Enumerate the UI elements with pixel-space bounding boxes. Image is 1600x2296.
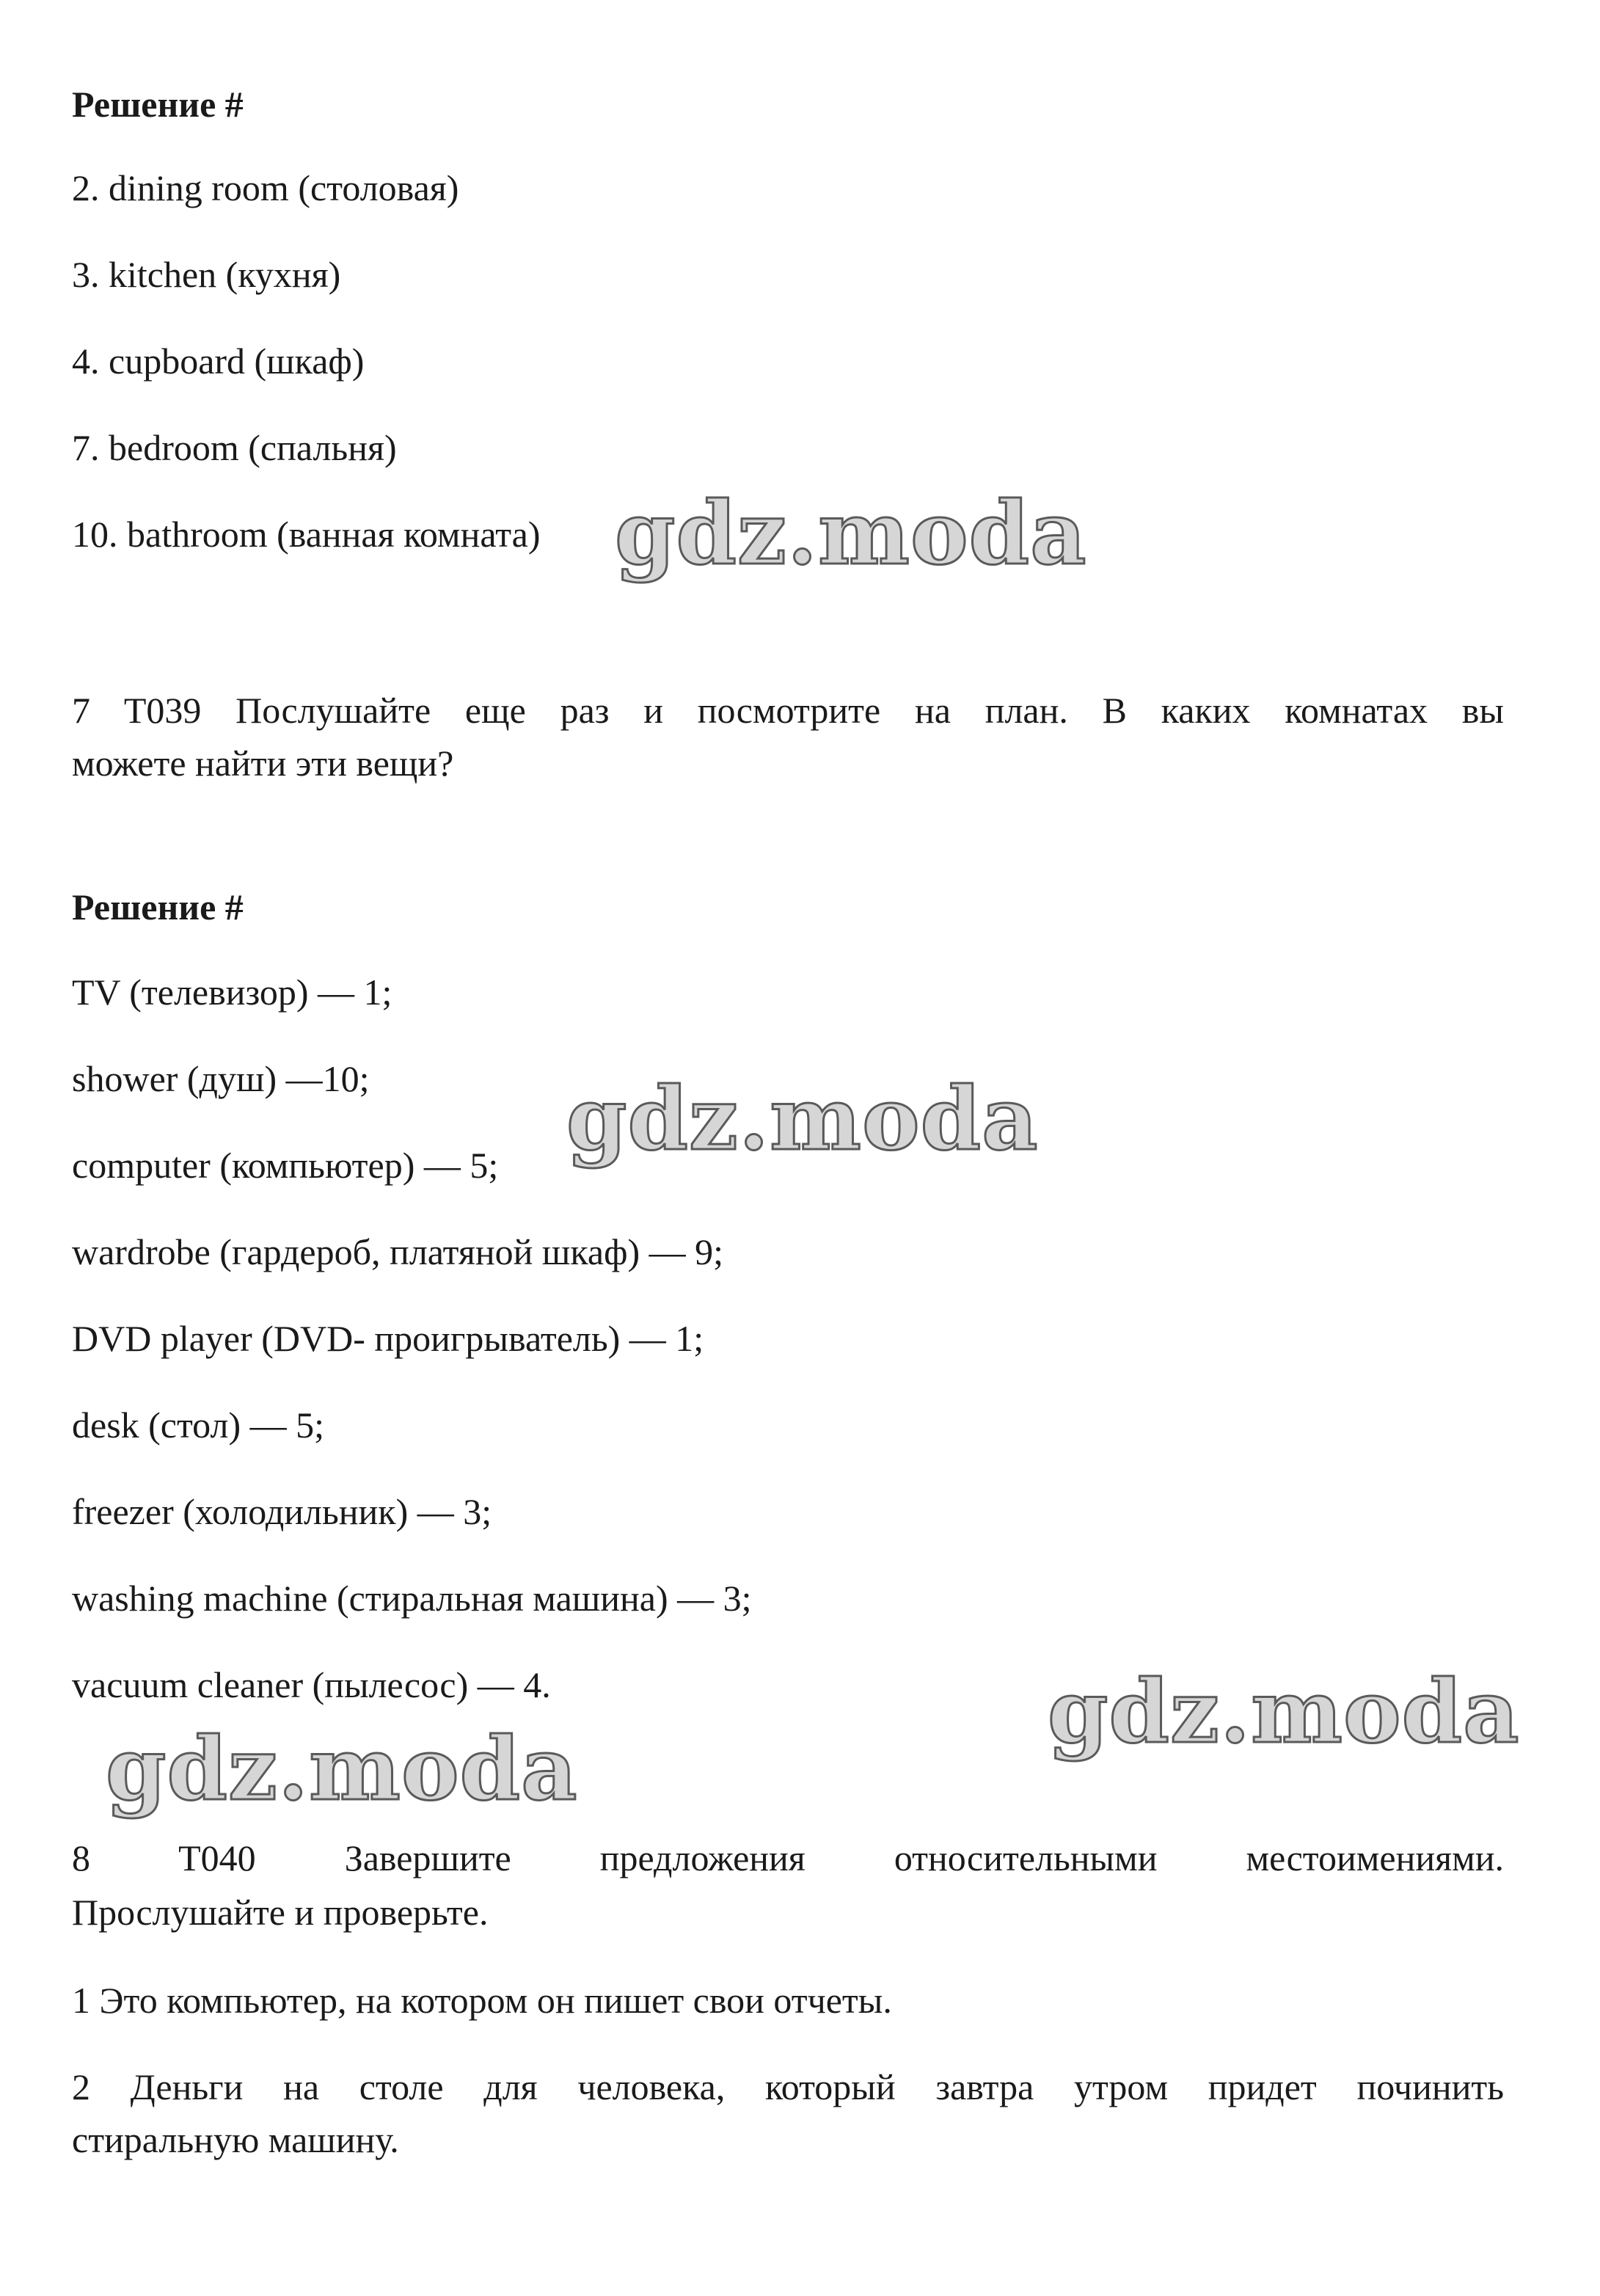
sentence-2-line-2: стиральную машину. [72, 2119, 399, 2160]
sentence-1: 1 Это компьютер, на котором он пишет свои отчеты. [72, 1980, 892, 2021]
task-7-line-1: 7 T039 Послушайте еще раз и посмотрите на план. В каких комнатах вы [72, 690, 1504, 731]
item-freezer: freezer (холодильник) — 3; [72, 1491, 492, 1532]
item-computer: computer (компьютер) — 5; [72, 1145, 499, 1186]
sentence-2-line-1: 2 Деньги на столе для человека, который завтра утром придет починить [72, 2066, 1504, 2107]
task-8-line-2: Прослушайте и проверьте. [72, 1892, 489, 1933]
item-vacuum-cleaner: vacuum cleaner (пылесос) — 4. [72, 1664, 551, 1705]
task-7-line-2: можете найти эти вещи? [72, 743, 454, 784]
item-shower: shower (душ) —10; [72, 1058, 370, 1099]
watermark-logo: gdz.moda [106, 1718, 578, 1820]
item-tv: TV (телевизор) — 1; [72, 972, 392, 1013]
solution-heading-2: Решение # [72, 886, 244, 927]
item-desk: desk (стол) — 5; [72, 1404, 325, 1446]
room-item-bathroom: 10. bathroom (ванная комната) [72, 514, 541, 555]
item-dvd-player: DVD player (DVD- проигрыватель) — 1; [72, 1318, 704, 1359]
room-item-bedroom: 7. bedroom (спальня) [72, 427, 397, 468]
item-washing-machine: washing machine (стиральная машина) — 3; [72, 1578, 752, 1619]
watermark-logo: gdz.moda [566, 1068, 1039, 1170]
room-item-cupboard: 4. cupboard (шкаф) [72, 340, 365, 382]
task-8-line-1: 8 T040 Завершите предложения относительными местоимениями. [72, 1837, 1504, 1878]
item-wardrobe: wardrobe (гардероб, платяной шкаф) — 9; [72, 1231, 724, 1272]
solution-heading-1: Решение # [72, 84, 244, 125]
room-item-dining-room: 2. dining room (столовая) [72, 167, 459, 208]
watermark-logo: gdz.moda [1048, 1661, 1520, 1763]
watermark-logo: gdz.moda [615, 482, 1087, 584]
room-item-kitchen: 3. kitchen (кухня) [72, 254, 341, 295]
